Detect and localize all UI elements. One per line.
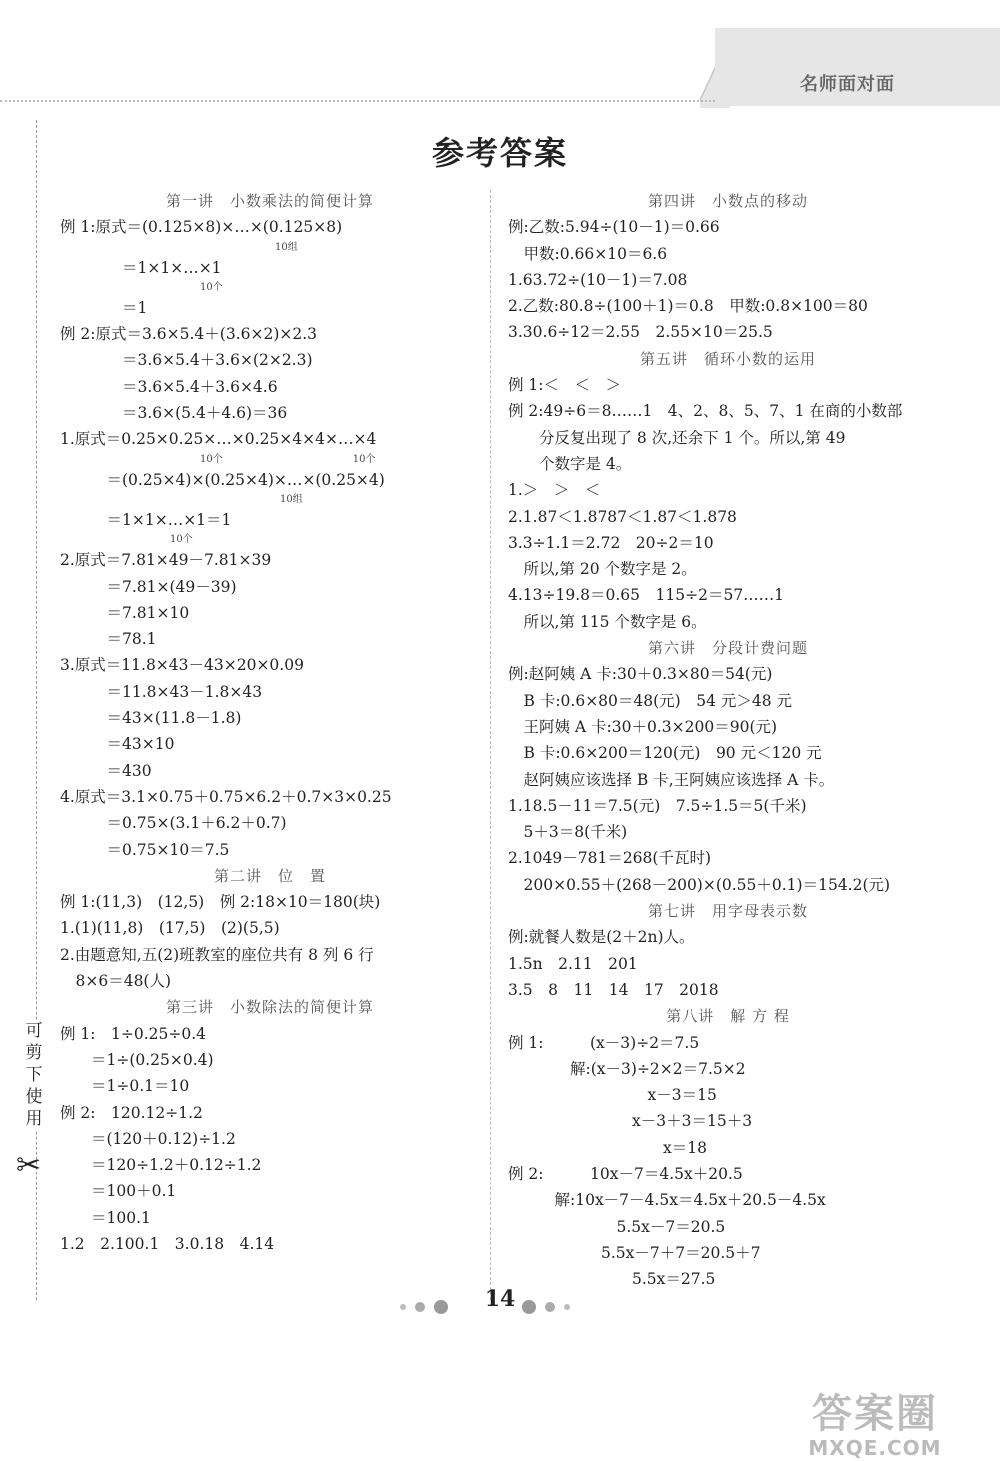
watermark-logo: 答案圈 [812,1391,938,1437]
right-column [508,188,948,1292]
answer-line: ＝0.75×(3.1＋6.2＋0.7) [60,814,287,833]
answer-line: ＝11.8×43－1.8×43 [60,682,263,701]
dot-icon [545,1302,555,1312]
answer-line: 例 2: 10x－7＝4.5x＋20.5 [508,1164,743,1183]
answer-line: 8×6＝48(人) [60,972,172,991]
dot-icon [522,1300,536,1314]
section-heading: 第一讲 小数乘法的简便计算 [165,192,374,210]
answer-line: 1.(1)(11,8) (17,5) (2)(5,5) [60,919,280,938]
answer-line: 例:赵阿姨 A 卡:30＋0.3×80＝54(元) [508,665,773,684]
brace-label-text: 10组 [275,241,298,253]
brand-label: 名师面对面 [800,74,895,95]
page-title: 参考答案 [431,134,568,172]
watermark [775,1392,975,1460]
answer-line: ＝(120＋0.12)÷1.2 [60,1129,236,1148]
answer-line: 200×0.55＋(268－200)×(0.55＋0.1)＝154.2(元) [508,875,891,894]
answer-line: 2.1.87＜1.8787＜1.87＜1.878 [508,507,737,526]
answer-line: 1.＞ ＞ ＜ [508,481,601,500]
answer-line: 例 1:原式＝(0.125×8)×…×(0.125×8) [60,218,343,237]
answer-line: 3.原式＝11.8×43－43×20×0.09 [60,656,304,675]
watermark-url: MXQE.COM [808,1436,942,1460]
answer-line: 所以,第 115 个数字是 6。 [508,612,707,631]
answer-line: ＝100＋0.1 [60,1182,177,1201]
brace-label-text: 10个 [200,281,223,293]
answer-line: 5.5x＝27.5 [508,1270,716,1289]
answer-line: 甲数:0.66×10＝6.6 [508,244,668,263]
cut-label-char: 剪 [25,1043,43,1063]
answer-line: ＝43×(11.8－1.8) [60,709,242,728]
answer-line: 分反复出现了 8 次,还余下 1 个。所以,第 49 [508,428,846,447]
answer-line: 例:就餐人数是(2＋2n)人。 [508,928,695,947]
answer-line: ＝120÷1.2＋0.12÷1.2 [60,1156,262,1175]
answer-line: 5＋3＝8(千米) [508,823,628,842]
brace-label-text: 10个 [170,534,193,546]
answer-line: ＝(0.25×4)×(0.25×4)×…×(0.25×4) [60,470,385,489]
answer-line: 2.原式＝7.81×49－7.81×39 [60,551,272,570]
answer-line: 解:10x－7－4.5x＝4.5x＋20.5－4.5x [508,1191,826,1210]
section-heading: 第八讲 解 方 程 [666,1007,790,1026]
dot-icon [564,1304,570,1310]
brace-label-text: 10个 10个 [200,453,376,465]
answer-line: 3.30.6÷12＝2.55 2.55×10＝25.5 [508,323,773,342]
header-dotted-line [0,100,715,102]
answer-line: 例 1:(11,3) (12,5) 例 2:18×10＝180(块) [60,893,381,912]
answer-line: ＝43×10 [60,735,175,754]
section-heading: 第五讲 循环小数的运用 [639,349,816,368]
cut-label [20,1020,48,1130]
answer-line: 赵阿姨应该选择 B 卡,王阿姨应该选择 A 卡。 [508,770,835,789]
section-heading: 第六讲 分段计费问题 [647,639,808,658]
answer-line: 3.5 8 11 14 17 2018 [508,980,719,999]
answer-line: 例 2: 120.12÷1.2 [60,1103,203,1122]
answer-line: ＝1÷(0.25×0.4) [60,1050,214,1069]
answer-line: ＝1 [60,298,148,317]
cut-label-char: 使 [25,1087,43,1107]
answer-line: ＝100.1 [60,1208,151,1227]
brace-label [60,533,480,547]
answer-line: B 卡:0.6×80＝48(元) 54 元＞48 元 [508,691,793,710]
column-separator [490,190,491,1300]
answer-line: 4.原式＝3.1×0.75＋0.75×6.2＋0.7×3×0.25 [60,787,392,806]
left-column [60,188,480,1257]
answer-line: ＝3.6×5.4＋3.6×4.6 [60,377,278,396]
brace-label [60,241,480,255]
answer-line: ＝0.75×10＝7.5 [60,840,230,859]
answer-line: x－3＋3＝15＋3 [508,1112,753,1131]
answer-line: 例:乙数:5.94÷(10－1)＝0.66 [508,218,720,237]
section-heading: 第二讲 位 置 [213,866,326,885]
answer-line: ＝1×1×…×1＝1 [60,510,232,529]
answer-line: ＝3.6×5.4＋3.6×(2×2.3) [60,351,313,370]
answer-line: 例 2:原式＝3.6×5.4＋(3.6×2)×2.3 [60,325,318,344]
cut-label-char: 可 [25,1021,43,1041]
page-dots-right [522,1296,574,1315]
cut-label-char: 下 [25,1065,43,1085]
answer-line: 4.13÷19.8＝0.65 115÷2＝57……1 [508,586,785,605]
answer-line: ＝430 [60,761,152,780]
answer-line: ＝7.81×10 [60,603,190,622]
section-heading: 第七讲 用字母表示数 [647,902,808,921]
section-heading: 第三讲 小数除法的简便计算 [165,998,374,1017]
answer-line: 1.5n 2.11 201 [508,954,638,973]
section-heading: 第四讲 小数点的移动 [647,192,808,210]
answer-line: 例 1:＜ ＜ ＞ [508,376,622,395]
answer-line: x－3＝15 [508,1086,717,1105]
answer-line: 1.63.72÷(10－1)＝7.08 [508,270,688,289]
answer-line: 例 1: (x－3)÷2＝7.5 [508,1033,700,1052]
answer-line: ＝78.1 [60,630,157,649]
brace-label [60,493,480,507]
answer-line: 所以,第 20 个数字是 2。 [508,560,697,579]
brace-label [60,281,480,295]
answer-line: 2.1049－781＝268(千瓦时) [508,849,711,868]
answer-line: ＝1÷0.1＝10 [60,1077,190,1096]
answer-line: 1.18.5－11＝7.5(元) 7.5÷1.5＝5(千米) [508,796,807,815]
brace-label [60,453,480,467]
answer-line: 3.3÷1.1＝2.72 20÷2＝10 [508,533,714,552]
answer-line: 2.由题意知,五(2)班教室的座位共有 8 列 6 行 [60,945,374,964]
page-number: 14 [484,1286,516,1312]
answer-line: ＝3.6×(5.4＋4.6)＝36 [60,404,288,423]
cut-label-char: 用 [25,1109,43,1129]
answer-line: ＝7.81×(49－39) [60,577,237,596]
answer-line: 例 2:49÷6＝8……1 4、2、8、5、7、1 在商的小数部 [508,402,903,421]
answer-line: 2.乙数:80.8÷(100＋1)＝0.8 甲数:0.8×100＝80 [508,297,868,316]
answer-line: 5.5x－7＝20.5 [508,1217,726,1236]
answer-line: 1.2 2.100.1 3.0.18 4.14 [60,1234,275,1253]
answer-line: 例 1: 1÷0.25÷0.4 [60,1024,207,1043]
scissors-icon: ✂ [16,1148,42,1183]
answer-line: 5.5x－7＋7＝20.5＋7 [508,1243,761,1262]
answer-line: x＝18 [508,1138,707,1157]
answer-line: 王阿姨 A 卡:30＋0.3×200＝90(元) [508,717,778,736]
answer-line: ＝1×1×…×1 [60,258,222,277]
answer-line: 个数字是 4。 [508,454,632,473]
answer-line: 1.原式＝0.25×0.25×…×0.25×4×4×…×4 [60,430,377,449]
answer-line: 解:(x－3)÷2×2＝7.5×2 [508,1059,746,1078]
brace-label-text: 10组 [280,493,303,505]
answer-line: B 卡:0.6×200＝120(元) 90 元＜120 元 [508,744,822,763]
